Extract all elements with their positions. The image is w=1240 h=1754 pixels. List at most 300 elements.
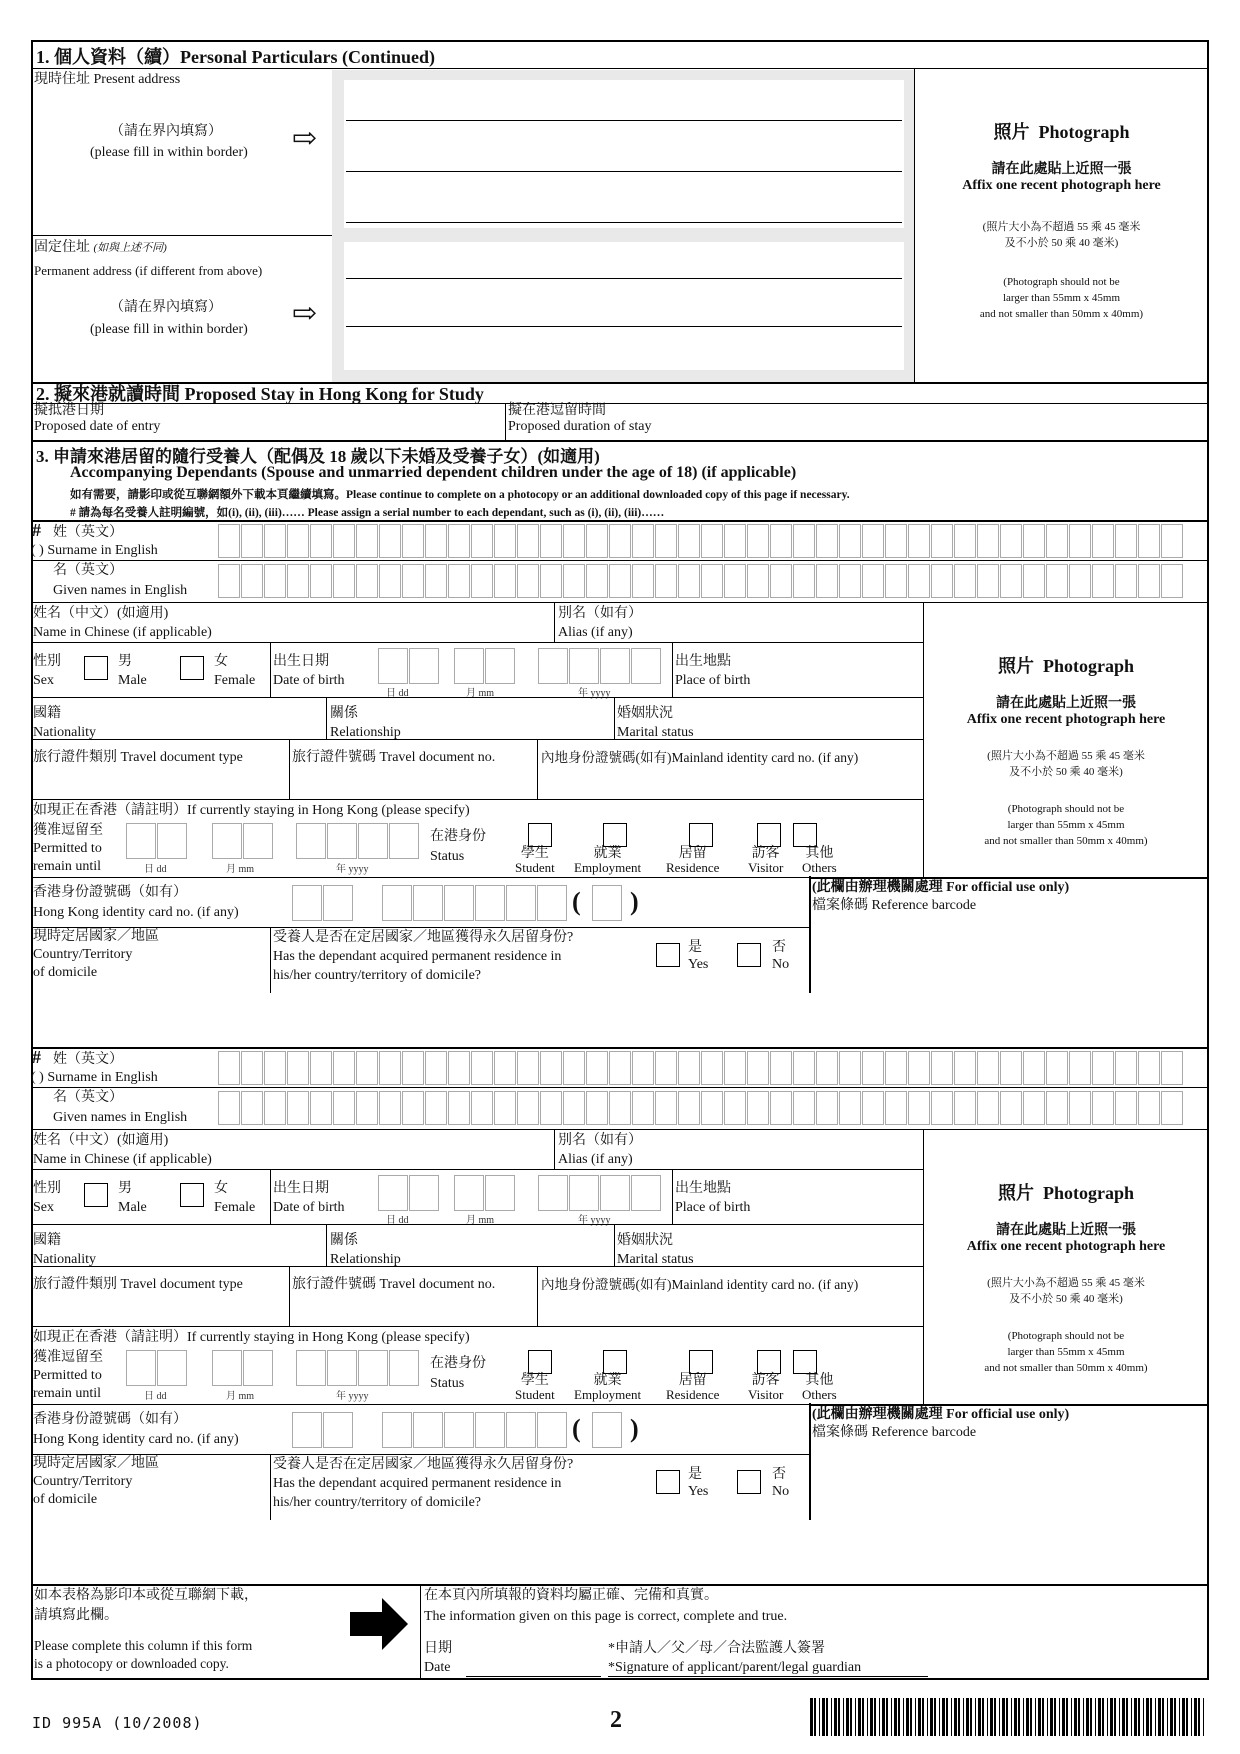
given-names-char-box[interactable] — [724, 1091, 746, 1125]
given-names-char-box[interactable] — [1023, 564, 1045, 598]
female-label: 女 Female — [214, 654, 256, 688]
hkid-prefix-box[interactable] — [292, 885, 322, 921]
given-names-char-box[interactable] — [1046, 564, 1068, 598]
given-names-char-box[interactable] — [1046, 1091, 1068, 1125]
given-names-char-box[interactable] — [839, 564, 861, 598]
surname-char-box[interactable] — [540, 1051, 562, 1085]
permit-month-box[interactable] — [212, 1350, 242, 1386]
dependant-photo-box[interactable]: 照片 Photograph 請在此處貼上近照一張 Affix one recent photograph here (照片大小為不超過 55 乘 45 毫米 及不小於 50 乘 40 毫米) (Photograph should not be larger than 55mm x 45mm and not smaller than 50mm x 40mm) — [966, 656, 1166, 847]
surname-char-box[interactable] — [310, 524, 332, 558]
surname-char-box[interactable] — [655, 524, 677, 558]
given-names-char-box[interactable] — [1115, 1091, 1137, 1125]
surname-char-box[interactable] — [609, 524, 631, 558]
surname-char-box[interactable] — [1069, 1051, 1091, 1085]
surname-char-box[interactable] — [862, 1051, 884, 1085]
surname-char-box[interactable] — [287, 524, 309, 558]
status-student-checkbox[interactable] — [528, 1350, 552, 1374]
male-label: 男 Male — [118, 654, 147, 688]
dob-year-box[interactable] — [569, 648, 599, 684]
surname-char-box[interactable] — [563, 1051, 585, 1085]
given-names-char-box[interactable] — [862, 564, 884, 598]
signature-input[interactable] — [608, 1676, 928, 1677]
surname-char-box[interactable] — [379, 1051, 401, 1085]
given-names-char-box[interactable] — [379, 564, 401, 598]
mainland-id-label[interactable]: 內地身份證號碼(如有)Mainland identity card no. (if any) — [541, 1277, 859, 1292]
given-names-char-box[interactable] — [1161, 1091, 1183, 1125]
fill-within-note-en: (please fill in within border) — [90, 145, 248, 160]
given-names-char-box[interactable] — [402, 564, 424, 598]
hkid-digit-box[interactable] — [475, 885, 505, 921]
surname-char-box[interactable] — [931, 524, 953, 558]
dd-label: 日 dd — [144, 864, 167, 875]
surname-char-box[interactable] — [218, 524, 240, 558]
permit-day-box[interactable] — [157, 823, 187, 859]
dob-month-box[interactable] — [454, 1175, 484, 1211]
photo-box[interactable] — [914, 68, 1209, 382]
given-names-char-box[interactable] — [310, 564, 332, 598]
surname-char-box[interactable] — [494, 1051, 516, 1085]
permit-year-box[interactable] — [389, 823, 419, 859]
official-use-label: (此欄由辦理機關處理 For official use only) — [812, 880, 1070, 895]
given-names-char-box[interactable] — [333, 1091, 355, 1125]
divider — [31, 739, 923, 740]
given-names-char-box[interactable] — [1115, 564, 1137, 598]
surname-char-box[interactable] — [379, 524, 401, 558]
given-names-char-box[interactable] — [379, 1091, 401, 1125]
status-visitor-checkbox[interactable] — [757, 1350, 781, 1374]
hkid-label: 香港身份證號碼（如有） Hong Kong identity card no. (if any) — [33, 1412, 239, 1447]
status-residence-checkbox[interactable] — [689, 823, 713, 847]
surname-char-box[interactable] — [218, 1051, 240, 1085]
given-names-char-box[interactable] — [333, 564, 355, 598]
given-names-char-box[interactable] — [586, 1091, 608, 1125]
reference-barcode-label: 檔案條碼 Reference barcode — [812, 898, 977, 913]
nationality-label[interactable]: 國籍 Nationality — [33, 1233, 96, 1267]
hkid-digit-box[interactable] — [444, 885, 474, 921]
given-names-char-box[interactable] — [471, 1091, 493, 1125]
given-names-char-box[interactable] — [494, 564, 516, 598]
surname-char-box[interactable] — [1161, 524, 1183, 558]
surname-char-box[interactable] — [747, 1051, 769, 1085]
female-checkbox[interactable] — [180, 1183, 204, 1207]
paren-open: ( — [572, 1414, 581, 1443]
domicile-label[interactable]: 現時定居國家／地區 Country/Territory of domicile — [33, 929, 159, 980]
hkid-digit-box[interactable] — [444, 1412, 474, 1448]
hkid-digit-box[interactable] — [382, 885, 412, 921]
surname-label-zh: 姓（英文） — [53, 525, 123, 540]
duration-label[interactable]: 擬在港逗留時間 Proposed duration of stay — [508, 403, 652, 434]
divider — [31, 642, 923, 643]
surname-char-box[interactable] — [1161, 1051, 1183, 1085]
divider — [505, 403, 506, 440]
given-names-char-box[interactable] — [609, 564, 631, 598]
surname-char-box[interactable] — [471, 524, 493, 558]
surname-label-en: ( ) Surname in English — [31, 543, 158, 558]
given-names-char-box[interactable] — [1023, 1091, 1045, 1125]
given-names-char-box[interactable] — [425, 564, 447, 598]
given-names-char-box[interactable] — [908, 564, 930, 598]
permit-month-box[interactable] — [243, 1350, 273, 1386]
given-names-char-box[interactable] — [402, 1091, 424, 1125]
given-names-char-box[interactable] — [1138, 1091, 1160, 1125]
given-names-char-box[interactable] — [816, 564, 838, 598]
hkid-check-digit-box[interactable] — [592, 1412, 622, 1448]
surname-char-box[interactable] — [770, 524, 792, 558]
dob-year-box[interactable] — [538, 648, 568, 684]
given-names-char-box[interactable] — [1138, 564, 1160, 598]
given-names-char-box[interactable] — [448, 1091, 470, 1125]
surname-char-box[interactable] — [954, 524, 976, 558]
surname-char-box[interactable] — [517, 524, 539, 558]
yyyy-label: 年 yyyy — [578, 688, 611, 699]
surname-char-box[interactable] — [770, 1051, 792, 1085]
status-employment-checkbox[interactable] — [603, 823, 627, 847]
given-names-char-box[interactable] — [701, 1091, 723, 1125]
given-names-char-box[interactable] — [1000, 564, 1022, 598]
surname-char-box[interactable] — [402, 1051, 424, 1085]
perm-residence-no-checkbox[interactable] — [737, 1470, 761, 1494]
given-names-char-box[interactable] — [287, 564, 309, 598]
alias-label[interactable]: 別名（如有） Alias (if any) — [558, 606, 642, 640]
given-names-char-box[interactable] — [816, 1091, 838, 1125]
hkid-digit-box[interactable] — [537, 1412, 567, 1448]
permanent-address-input[interactable] — [344, 242, 904, 370]
surname-char-box[interactable] — [448, 524, 470, 558]
divider — [554, 602, 555, 642]
dob-year-box[interactable] — [600, 648, 630, 684]
photo-size-en1: (Photograph should not be — [1003, 276, 1120, 288]
permit-year-box[interactable] — [296, 1350, 326, 1386]
page-number: 2 — [610, 1707, 622, 1733]
surname-char-box[interactable] — [816, 1051, 838, 1085]
surname-char-box[interactable] — [448, 1051, 470, 1085]
dob-year-box[interactable] — [569, 1175, 599, 1211]
section2-title: 2. 擬來港就讀時間 Proposed Stay in Hong Kong for Study — [36, 384, 484, 404]
surname-char-box[interactable] — [1000, 1051, 1022, 1085]
date-input[interactable] — [466, 1676, 601, 1677]
permit-year-box[interactable] — [327, 823, 357, 859]
permit-day-box[interactable] — [126, 1350, 156, 1386]
surname-char-box[interactable] — [701, 524, 723, 558]
divider — [31, 697, 923, 698]
permit-year-box[interactable] — [327, 1350, 357, 1386]
present-address-input[interactable] — [344, 80, 904, 228]
permit-day-box[interactable] — [157, 1350, 187, 1386]
surname-char-box[interactable] — [954, 1051, 976, 1085]
status-others-checkbox[interactable] — [793, 823, 817, 847]
hkid-digit-box[interactable] — [475, 1412, 505, 1448]
surname-char-box[interactable] — [264, 1051, 286, 1085]
male-checkbox[interactable] — [84, 656, 108, 680]
surname-char-box[interactable] — [540, 524, 562, 558]
dob-day-box[interactable] — [409, 648, 439, 684]
given-names-char-box[interactable] — [770, 1091, 792, 1125]
surname-char-box[interactable] — [333, 1051, 355, 1085]
status-employment-checkbox[interactable] — [603, 1350, 627, 1374]
domicile-label[interactable]: 現時定居國家／地區 Country/Territory of domicile — [33, 1456, 159, 1507]
surname-char-box[interactable] — [1046, 524, 1068, 558]
given-names-char-box[interactable] — [471, 564, 493, 598]
sex-label: 性別 Sex — [33, 654, 61, 688]
given-names-char-box[interactable] — [977, 1091, 999, 1125]
given-names-char-box[interactable] — [264, 1091, 286, 1125]
given-names-char-box[interactable] — [425, 1091, 447, 1125]
section3-title-en: Accompanying Dependants (Spouse and unmarried dependent children under the age of 18) (if applicable) — [70, 464, 797, 481]
pob-label[interactable]: 出生地點 Place of birth — [675, 654, 751, 688]
surname-char-box[interactable] — [793, 524, 815, 558]
surname-char-box[interactable] — [632, 1051, 654, 1085]
given-names-char-box[interactable] — [908, 1091, 930, 1125]
surname-char-box[interactable] — [862, 524, 884, 558]
surname-char-box[interactable] — [517, 1051, 539, 1085]
hkid-check-digit-box[interactable] — [592, 885, 622, 921]
given-names-char-box[interactable] — [747, 564, 769, 598]
given-names-char-box[interactable] — [885, 564, 907, 598]
travel-doc-no-label[interactable]: 旅行證件號碼 Travel document no. — [292, 1277, 496, 1292]
hkid-digit-box[interactable] — [382, 1412, 412, 1448]
given-names-char-box[interactable] — [1092, 1091, 1114, 1125]
given-names-char-box[interactable] — [356, 1091, 378, 1125]
surname-char-box[interactable] — [609, 1051, 631, 1085]
permit-year-box[interactable] — [296, 823, 326, 859]
dob-day-box[interactable] — [378, 1175, 408, 1211]
surname-char-box[interactable] — [586, 1051, 608, 1085]
perm-residence-no-checkbox[interactable] — [737, 943, 761, 967]
surname-char-box[interactable] — [724, 1051, 746, 1085]
surname-char-box[interactable] — [678, 524, 700, 558]
status-student-label: 學生 Student — [515, 846, 555, 875]
given-names-char-box[interactable] — [839, 1091, 861, 1125]
given-names-char-box[interactable] — [701, 564, 723, 598]
relationship-label[interactable]: 關係 Relationship — [330, 706, 401, 740]
surname-char-box[interactable] — [632, 524, 654, 558]
hkid-digit-box[interactable] — [506, 1412, 536, 1448]
surname-char-box[interactable] — [1023, 1051, 1045, 1085]
given-names-char-box[interactable] — [931, 564, 953, 598]
given-names-char-box[interactable] — [954, 1091, 976, 1125]
given-names-char-box[interactable] — [540, 1091, 562, 1125]
marital-status-label[interactable]: 婚姻狀況 Marital status — [617, 706, 694, 740]
dob-day-box[interactable] — [409, 1175, 439, 1211]
permit-year-box[interactable] — [358, 1350, 388, 1386]
nationality-label[interactable]: 國籍 Nationality — [33, 706, 96, 740]
given-names-char-box[interactable] — [218, 1091, 240, 1125]
given-names-char-box[interactable] — [287, 1091, 309, 1125]
surname-char-box[interactable] — [885, 524, 907, 558]
given-names-char-box[interactable] — [931, 1091, 953, 1125]
surname-char-box[interactable] — [839, 524, 861, 558]
given-names-char-box[interactable] — [310, 1091, 332, 1125]
dob-month-box[interactable] — [454, 648, 484, 684]
given-names-char-box[interactable] — [1069, 1091, 1091, 1125]
surname-char-box[interactable] — [402, 524, 424, 558]
serial-hash: # — [32, 520, 41, 540]
travel-doc-type-label[interactable]: 旅行證件類別 Travel document type — [33, 1277, 243, 1292]
dd-label: 日 dd — [144, 1391, 167, 1402]
given-names-char-box[interactable] — [793, 564, 815, 598]
given-names-char-box[interactable] — [448, 564, 470, 598]
surname-char-box[interactable] — [310, 1051, 332, 1085]
status-visitor-checkbox[interactable] — [757, 823, 781, 847]
travel-doc-no-label[interactable]: 旅行證件號碼 Travel document no. — [292, 750, 496, 765]
surname-char-box[interactable] — [1138, 524, 1160, 558]
given-names-char-box[interactable] — [241, 564, 263, 598]
dob-year-box[interactable] — [631, 648, 661, 684]
status-student-checkbox[interactable] — [528, 823, 552, 847]
given-names-char-box[interactable] — [1000, 1091, 1022, 1125]
dob-year-box[interactable] — [600, 1175, 630, 1211]
fill-within-note-en: (please fill in within border) — [90, 322, 248, 337]
perm-residence-yes-checkbox[interactable] — [656, 943, 680, 967]
surname-char-box[interactable] — [1046, 1051, 1068, 1085]
surname-char-box[interactable] — [816, 524, 838, 558]
given-names-char-box[interactable] — [632, 564, 654, 598]
given-names-char-box[interactable] — [885, 1091, 907, 1125]
entry-date-label[interactable]: 擬抵港日期 Proposed date of entry — [34, 403, 161, 434]
permit-day-box[interactable] — [126, 823, 156, 859]
given-names-char-box[interactable] — [747, 1091, 769, 1125]
surname-char-box[interactable] — [839, 1051, 861, 1085]
surname-char-box[interactable] — [977, 1051, 999, 1085]
given-names-char-box[interactable] — [793, 1091, 815, 1125]
hkid-digit-box[interactable] — [413, 885, 443, 921]
mainland-id-label[interactable]: 內地身份證號碼(如有)Mainland identity card no. (if any) — [541, 750, 859, 765]
surname-char-box[interactable] — [885, 1051, 907, 1085]
surname-char-box[interactable] — [425, 1051, 447, 1085]
surname-char-box[interactable] — [931, 1051, 953, 1085]
given-names-char-box[interactable] — [1092, 564, 1114, 598]
surname-char-box[interactable] — [1069, 524, 1091, 558]
hkid-prefix-box[interactable] — [323, 885, 353, 921]
surname-char-box[interactable] — [494, 524, 516, 558]
dob-year-box[interactable] — [538, 1175, 568, 1211]
pob-label[interactable]: 出生地點 Place of birth — [675, 1181, 751, 1215]
dob-month-box[interactable] — [485, 648, 515, 684]
male-checkbox[interactable] — [84, 1183, 108, 1207]
relationship-label[interactable]: 關係 Relationship — [330, 1233, 401, 1267]
given-names-char-box[interactable] — [977, 564, 999, 598]
surname-char-box[interactable] — [264, 524, 286, 558]
given-names-char-box[interactable] — [563, 564, 585, 598]
status-visitor-label: 訪客 Visitor — [748, 846, 784, 875]
given-names-char-box[interactable] — [517, 1091, 539, 1125]
alias-label[interactable]: 別名（如有） Alias (if any) — [558, 1133, 642, 1167]
dob-label: 出生日期 Date of birth — [273, 1181, 345, 1215]
dob-month-box[interactable] — [485, 1175, 515, 1211]
given-names-char-box[interactable] — [563, 1091, 585, 1125]
surname-char-box[interactable] — [724, 524, 746, 558]
surname-char-box[interactable] — [471, 1051, 493, 1085]
given-names-char-box[interactable] — [678, 564, 700, 598]
mm-label: 月 mm — [226, 1391, 255, 1402]
fill-within-note-zh: （請在界內填寫） — [110, 300, 222, 315]
surname-char-box[interactable] — [793, 1051, 815, 1085]
given-names-char-box[interactable] — [356, 564, 378, 598]
surname-char-box[interactable] — [241, 1051, 263, 1085]
surname-char-box[interactable] — [678, 1051, 700, 1085]
hkid-prefix-box[interactable] — [323, 1412, 353, 1448]
surname-char-box[interactable] — [356, 524, 378, 558]
given-names-char-box[interactable] — [724, 564, 746, 598]
permit-year-box[interactable] — [358, 823, 388, 859]
given-names-char-box[interactable] — [655, 1091, 677, 1125]
surname-char-box[interactable] — [1138, 1051, 1160, 1085]
hkid-digit-box[interactable] — [537, 885, 567, 921]
given-names-char-box[interactable] — [241, 1091, 263, 1125]
permit-year-box[interactable] — [389, 1350, 419, 1386]
surname-char-box[interactable] — [977, 524, 999, 558]
surname-char-box[interactable] — [1115, 524, 1137, 558]
permanent-address-label-en: Permanent address (if different from above) — [34, 263, 263, 278]
given-names-char-box[interactable] — [655, 564, 677, 598]
yyyy-label: 年 yyyy — [336, 864, 369, 875]
surname-char-box[interactable] — [908, 524, 930, 558]
dob-day-box[interactable] — [378, 648, 408, 684]
given-names-char-box[interactable] — [586, 564, 608, 598]
given-names-char-box[interactable] — [1161, 564, 1183, 598]
surname-char-box[interactable] — [908, 1051, 930, 1085]
permit-month-box[interactable] — [212, 823, 242, 859]
surname-char-box[interactable] — [1092, 524, 1114, 558]
surname-char-box[interactable] — [1092, 1051, 1114, 1085]
given-names-char-box[interactable] — [540, 564, 562, 598]
surname-char-box[interactable] — [287, 1051, 309, 1085]
surname-char-box[interactable] — [1023, 524, 1045, 558]
surname-char-box[interactable] — [1115, 1051, 1137, 1085]
surname-char-box[interactable] — [563, 524, 585, 558]
travel-doc-type-label[interactable]: 旅行證件類別 Travel document type — [33, 750, 243, 765]
given-names-char-box[interactable] — [862, 1091, 884, 1125]
present-address-label: 現時住址 Present address — [34, 72, 181, 87]
given-names-char-box[interactable] — [678, 1091, 700, 1125]
surname-char-box[interactable] — [747, 524, 769, 558]
given-names-char-box[interactable] — [517, 564, 539, 598]
dob-year-box[interactable] — [631, 1175, 661, 1211]
photo-size-en2: larger than 55mm x 45mm — [1002, 292, 1121, 304]
given-names-char-box[interactable] — [264, 564, 286, 598]
given-names-char-box[interactable] — [1069, 564, 1091, 598]
hkid-prefix-box[interactable] — [292, 1412, 322, 1448]
surname-char-box[interactable] — [425, 524, 447, 558]
surname-char-box[interactable] — [655, 1051, 677, 1085]
chinese-name-label[interactable]: 姓名（中文）(如適用) Name in Chinese (if applicable) — [33, 606, 212, 640]
given-names-char-box[interactable] — [770, 564, 792, 598]
status-others-checkbox[interactable] — [793, 1350, 817, 1374]
surname-char-box[interactable] — [701, 1051, 723, 1085]
surname-char-box[interactable] — [241, 524, 263, 558]
dependant-photo-box[interactable]: 照片 Photograph 請在此處貼上近照一張 Affix one recent photograph here (照片大小為不超過 55 乘 45 毫米 及不小於 50 乘 40 毫米) (Photograph should not be larger than 55mm x 45mm and not smaller than 50mm x 40mm) — [966, 1183, 1166, 1374]
given-names-char-box[interactable] — [609, 1091, 631, 1125]
given-names-char-box[interactable] — [494, 1091, 516, 1125]
given-names-char-box[interactable] — [218, 564, 240, 598]
given-names-char-box[interactable] — [954, 564, 976, 598]
chinese-name-label[interactable]: 姓名（中文）(如適用) Name in Chinese (if applicable) — [33, 1133, 212, 1167]
divider — [809, 1403, 811, 1520]
given-names-char-box[interactable] — [632, 1091, 654, 1125]
hkid-digit-box[interactable] — [506, 885, 536, 921]
female-checkbox[interactable] — [180, 656, 204, 680]
permit-month-box[interactable] — [243, 823, 273, 859]
surname-char-box[interactable] — [586, 524, 608, 558]
surname-char-box[interactable] — [1000, 524, 1022, 558]
surname-label-zh: 姓（英文） — [53, 1052, 123, 1067]
surname-char-box[interactable] — [356, 1051, 378, 1085]
hkid-digit-box[interactable] — [413, 1412, 443, 1448]
marital-status-label[interactable]: 婚姻狀況 Marital status — [617, 1233, 694, 1267]
perm-residence-yes-checkbox[interactable] — [656, 1470, 680, 1494]
surname-char-box[interactable] — [333, 524, 355, 558]
status-residence-checkbox[interactable] — [689, 1350, 713, 1374]
